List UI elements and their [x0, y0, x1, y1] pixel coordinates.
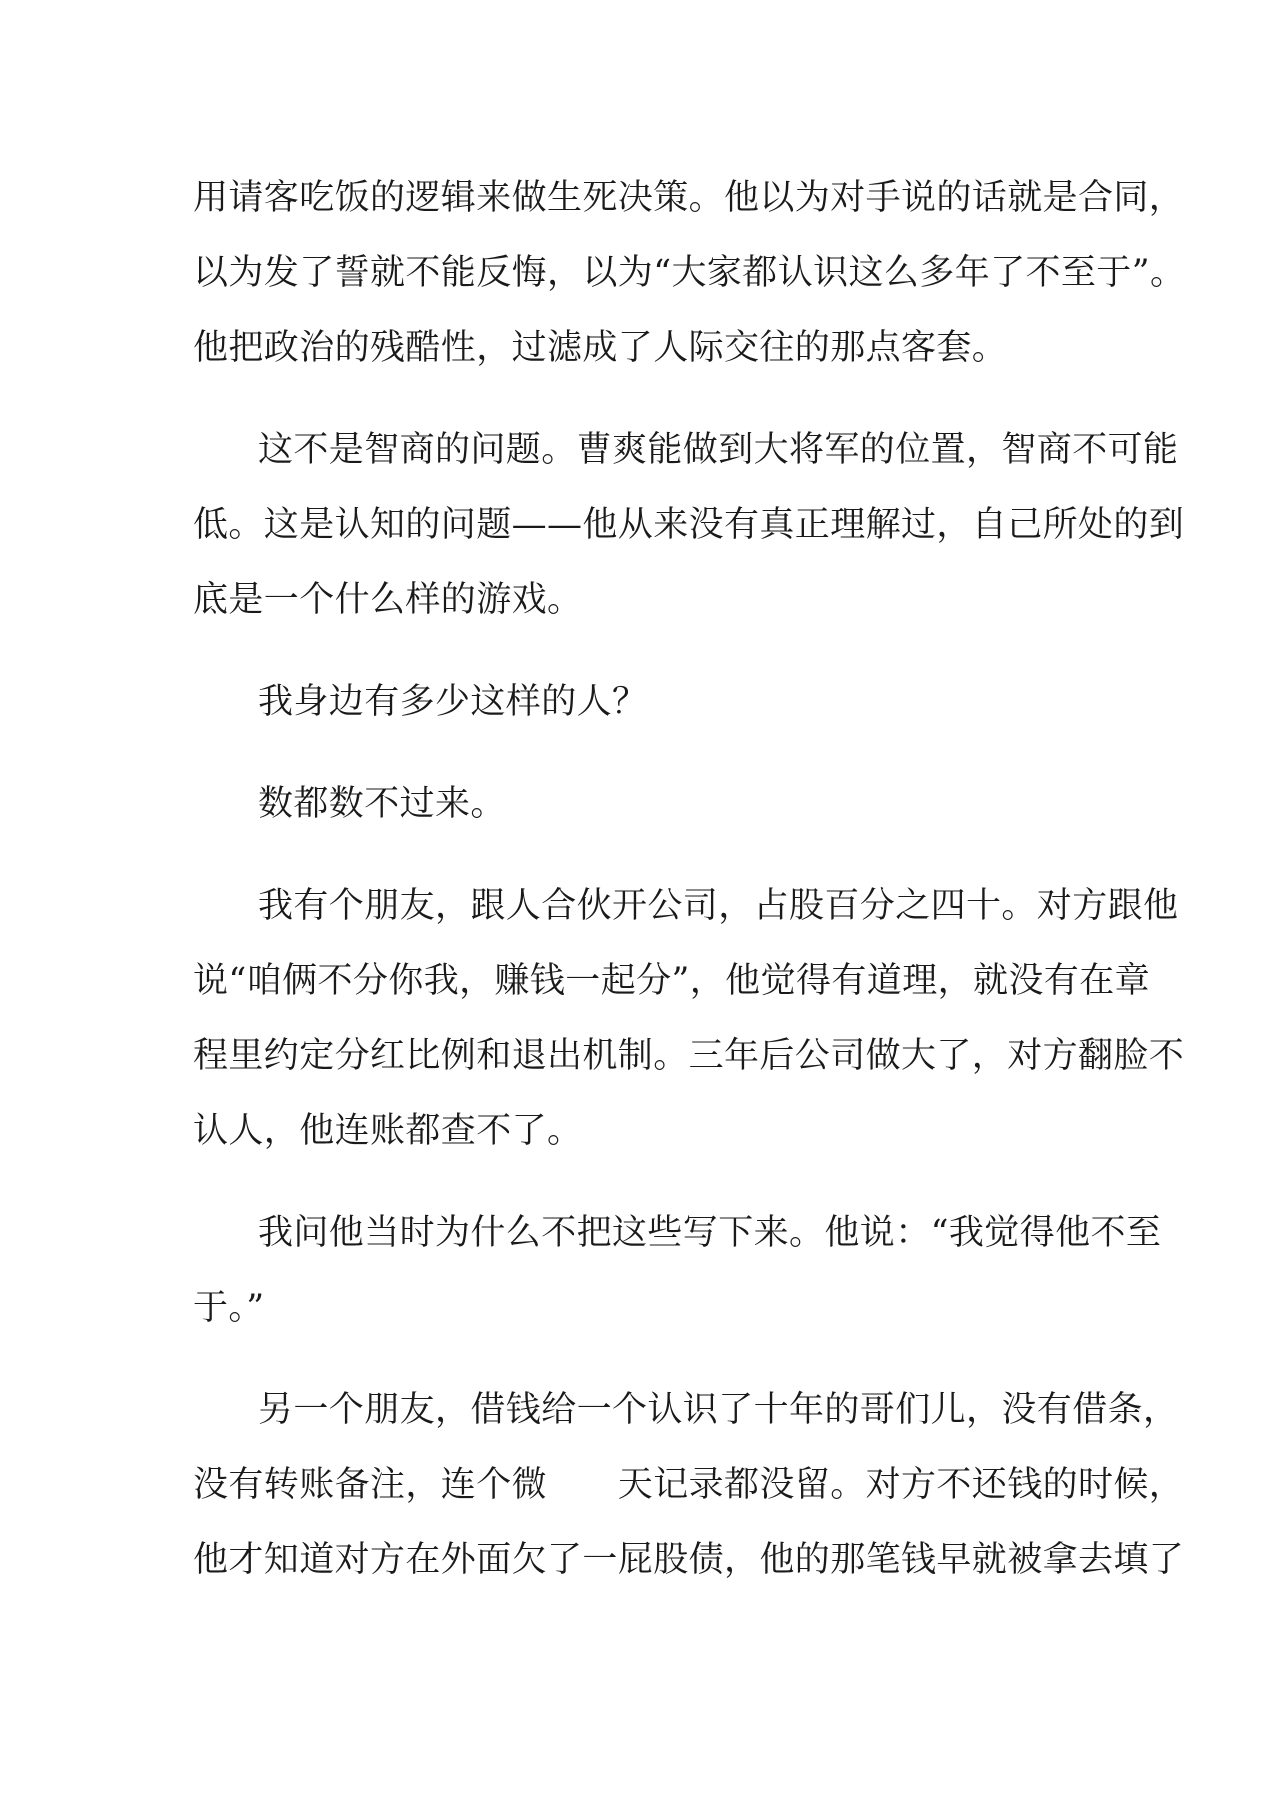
text-line: 低。这是认知的问题——他从来没有真正理解过，自己所处的到 — [193, 505, 1185, 545]
paragraph-start-line: 我身边有多少这样的人？ — [258, 682, 648, 722]
text-line: 认人，他连账都查不了。 — [193, 1111, 583, 1151]
paragraph-start-line: 这不是智商的问题。曹爽能做到大将军的位置，智商不可能 — [258, 430, 1179, 470]
paragraph-start-line: 我问他当时为什么不把这些写下来。他说：“我觉得他不至 — [258, 1213, 1162, 1253]
text-line: 他把政治的残酷性，过滤成了人际交往的那点客套。 — [193, 328, 1008, 368]
paragraph-start-line: 我有个朋友，跟人合伙开公司，占股百分之四十。对方跟他 — [258, 886, 1179, 926]
paragraph-start-line: 数都数不过来。 — [258, 784, 506, 824]
text-line: 底是一个什么样的游戏。 — [193, 580, 583, 620]
text-line: 没有转账备注，连个微 天记录都没留。对方不还钱的时候， — [193, 1465, 1185, 1505]
text-line: 于。” — [193, 1288, 265, 1328]
paragraph-start-line: 另一个朋友，借钱给一个认识了十年的哥们儿，没有借条， — [258, 1390, 1179, 1430]
text-line: 以为发了誓就不能反悔，以为“大家都认识这么多年了不至于”。 — [193, 253, 1186, 293]
text-line: 程里约定分红比例和退出机制。三年后公司做大了，对方翻脸不 — [193, 1036, 1185, 1076]
text-line: 他才知道对方在外面欠了一屁股债，他的那笔钱早就被拿去填了 — [193, 1540, 1185, 1580]
text-line: 说“咱俩不分你我，赚钱一起分”，他觉得有道理，就没有在章 — [193, 961, 1150, 1001]
text-line: 用请客吃饭的逻辑来做生死决策。他以为对手说的话就是合同， — [193, 178, 1185, 218]
